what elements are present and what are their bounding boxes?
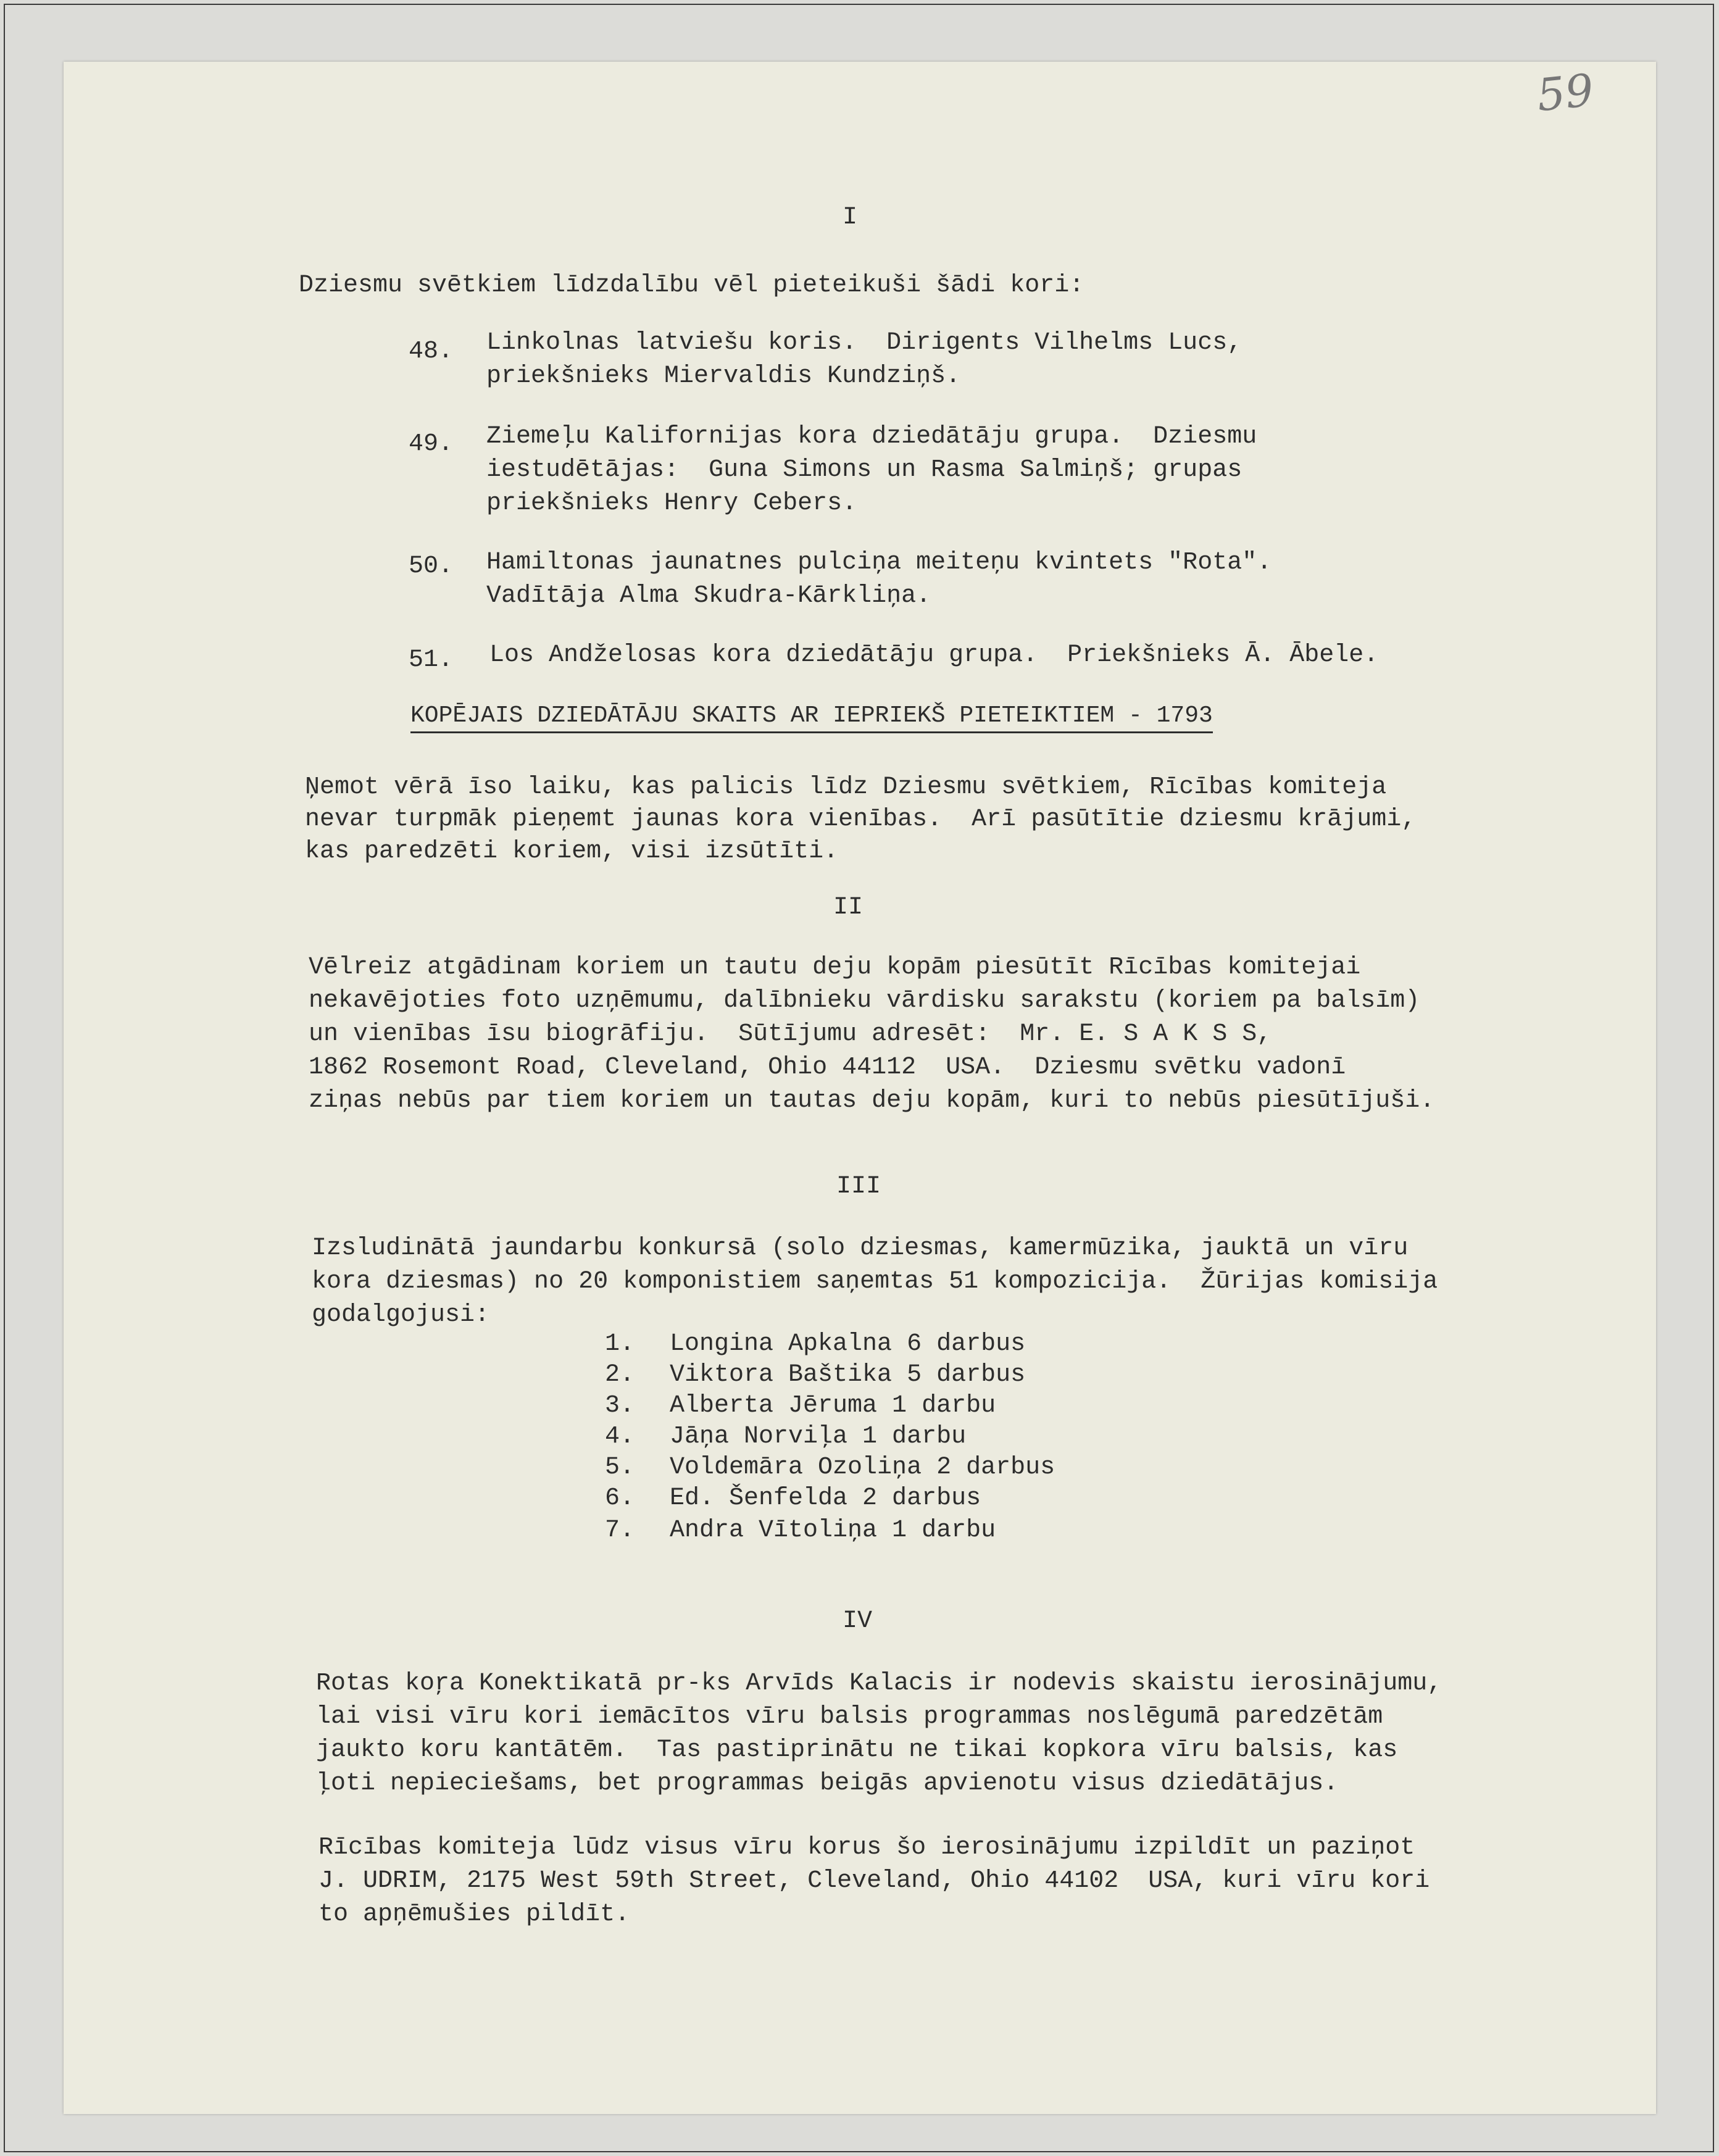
award-item: Jāņa Norviļa 1 darbu xyxy=(670,1423,967,1451)
paragraph-line: nekavējoties foto uzņēmumu, dalībnieku vārdisku sarakstu (koriem pa balsīm) xyxy=(309,987,1420,1015)
paragraph-line: Rotas koŗa Konektikatā pr-ks Arvīds Kalacis ir nodevis skaistu ierosinājumu, xyxy=(316,1670,1442,1697)
page-number: 59 xyxy=(1534,64,1596,122)
paragraph-line: 1862 Rosemont Road, Cleveland, Ohio 44112 USA. Dziesmu svētku vadonī xyxy=(309,1054,1346,1081)
award-number: 1. xyxy=(605,1330,635,1358)
paragraph-line: Rīcības komiteja lūdz visus vīru korus šo ierosinājumu izpildīt un paziņot xyxy=(318,1834,1415,1862)
section-heading-3: III xyxy=(836,1173,881,1201)
entry-line: priekšnieks Miervaldis Kundziņš. xyxy=(486,362,961,390)
entry-line: iestudētājas: Guna Simons un Rasma Salmiņš; grupas xyxy=(486,456,1242,484)
paragraph-line: godalgojusi: xyxy=(312,1301,490,1329)
section-heading-2: II xyxy=(833,894,864,922)
paragraph-line: ļoti nepieciešams, bet programmas beigās apvienotu visus dziedātājus. xyxy=(316,1770,1339,1797)
entry-number: 50. xyxy=(409,552,454,580)
paragraph-line: kora dziesmas) no 20 komponistiem saņemtas 51 kompozicija. Žūrijas komisija xyxy=(312,1268,1438,1296)
award-item: Ed. Šenfelda 2 darbus xyxy=(670,1484,981,1512)
paragraph-line: Izsludinātā jaundarbu konkursā (solo dziesmas, kamermūzika, jauktā un vīru xyxy=(312,1234,1409,1262)
award-number: 2. xyxy=(605,1361,635,1389)
paragraph-line: un vienības īsu biogrāfiju. Sūtījumu adresēt: Mr. E. S A K S S, xyxy=(309,1020,1272,1048)
award-item: Andra Vītoliņa 1 darbu xyxy=(670,1517,996,1544)
entry-number: 51. xyxy=(409,646,454,674)
award-number: 7. xyxy=(605,1517,635,1544)
entry-line: Hamiltonas jaunatnes pulciņa meiteņu kvintets "Rota". xyxy=(486,549,1272,576)
paragraph-line: nevar turpmāk pieņemt jaunas kora vienības. Arī pasūtītie dziesmu krājumi, xyxy=(305,805,1417,833)
award-item: Viktora Baštika 5 darbus xyxy=(670,1361,1026,1389)
award-number: 6. xyxy=(605,1484,635,1512)
entry-line: Linkolnas latviešu koris. Dirigents Vilhelms Lucs, xyxy=(486,329,1242,357)
award-item: Alberta Jēruma 1 darbu xyxy=(670,1392,996,1420)
section1-intro: Dziesmu svētkiem līdzdalību vēl pieteikuši šādi kori: xyxy=(299,272,1084,299)
entry-line: priekšnieks Henry Cebers. xyxy=(486,489,857,517)
paragraph-line: kas paredzēti koriem, visi izsūtīti. xyxy=(305,838,839,865)
entry-line: Ziemeļu Kalifornijas kora dziedātāju grupa. Dziesmu xyxy=(486,423,1257,451)
award-number: 5. xyxy=(605,1454,635,1481)
paragraph-line: jaukto koru kantātēm. Tas pastiprinātu ne tikai kopkora vīru balsis, kas xyxy=(316,1736,1398,1764)
total-singers-summary: KOPĒJAIS DZIEDĀTĀJU SKAITS AR IEPRIEKŠ PIETEIKTIEM - 1793 xyxy=(410,702,1213,733)
paragraph-line: lai visi vīru kori iemācītos vīru balsis programmas noslēgumā paredzētām xyxy=(316,1703,1383,1731)
award-number: 4. xyxy=(605,1423,635,1451)
paragraph-line: ziņas nebūs par tiem koriem un tautas deju kopām, kuri to nebūs piesūtījuši. xyxy=(309,1087,1435,1115)
paragraph-line: Ņemot vērā īso laiku, kas palicis līdz Dziesmu svētkiem, Rīcības komiteja xyxy=(305,773,1387,801)
section-heading-4: IV xyxy=(843,1607,873,1635)
award-item: Voldemāra Ozoliņa 2 darbus xyxy=(670,1454,1055,1481)
entry-number: 48. xyxy=(409,338,454,365)
award-item: Longina Apkalna 6 darbus xyxy=(670,1330,1026,1358)
section-heading-1: I xyxy=(843,204,858,231)
award-number: 3. xyxy=(605,1392,635,1420)
paragraph-line: Vēlreiz atgādinam koriem un tautu deju kopām piesūtīt Rīcības komitejai xyxy=(309,954,1361,981)
paragraph-line: to apņēmušies pildīt. xyxy=(318,1900,630,1928)
paragraph-line: J. UDRIM, 2175 West 59th Street, Cleveland, Ohio 44102 USA, kuri vīru kori xyxy=(318,1867,1430,1895)
entry-line: Vadītāja Alma Skudra-Kārkliņa. xyxy=(486,582,931,610)
entry-number: 49. xyxy=(409,430,454,458)
entry-line: Los Andželosas kora dziedātāju grupa. Priekšnieks Ā. Ābele. xyxy=(489,641,1379,669)
